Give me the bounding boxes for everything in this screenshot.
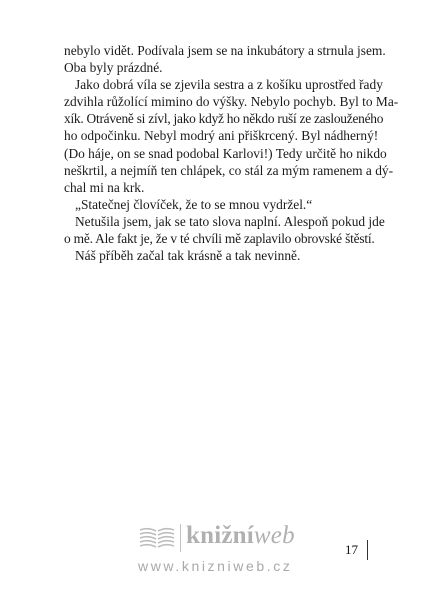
text-line: Netušila jsem, jak se tato slova naplní. Alespoň pokud jde bbox=[75, 213, 385, 229]
text-line: ho odpočinku. Nebyl modrý ani přiškrcený. Byl nádherný! bbox=[64, 128, 379, 144]
text-line: Jako dobrá víla se zjevila sestra a z košíku uprostřed řady bbox=[75, 77, 383, 93]
text-line: xík. Otráveně si zívl, jako když ho někdo ruší ze zaslouženého bbox=[64, 111, 384, 127]
paragraph-1 bbox=[64, 42, 386, 76]
page-number-rule bbox=[367, 540, 368, 560]
text-line: neškrtil, a nejmíň ten chlápek, co stál za mým ramenem a dý- bbox=[64, 162, 394, 178]
body-text bbox=[64, 42, 399, 264]
open-book-icon bbox=[138, 524, 176, 550]
paragraph-4 bbox=[64, 213, 385, 247]
logo-italic-part: web bbox=[253, 522, 295, 549]
watermark-logo bbox=[186, 522, 295, 550]
text-line: (Do háje, on se snad podobal Karlovi!) Tedy určitě ho nikdo bbox=[64, 145, 387, 161]
paragraph-2 bbox=[64, 76, 399, 196]
paragraph-5 bbox=[64, 247, 367, 264]
logo-bold-part: knižní bbox=[186, 522, 254, 549]
watermark bbox=[138, 518, 328, 578]
text-line: Náš příběh začal tak krásně a tak nevinně. bbox=[75, 248, 301, 264]
watermark-url: www.knizniweb.cz bbox=[138, 558, 293, 574]
text-line: zdvihla růžolící mimino do výšky. Nebylo pochyb. Byl to Ma- bbox=[64, 94, 399, 110]
watermark-separator bbox=[180, 524, 181, 552]
paragraph-3 bbox=[64, 196, 367, 213]
text-line: o mě. Ale fakt je, že v té chvíli mě zaplavilo obrovské štěstí. bbox=[64, 231, 375, 247]
text-line: chal mi na krk. bbox=[64, 179, 145, 195]
text-line: „Statečnej človíček, že to se mnou vydržel.“ bbox=[75, 196, 313, 212]
page-number: 17 bbox=[345, 542, 358, 557]
text-line: nebylo vidět. Podívala jsem se na inkubátory a strnula jsem. bbox=[64, 43, 386, 58]
text-line: Oba byly prázdné. bbox=[64, 60, 163, 76]
